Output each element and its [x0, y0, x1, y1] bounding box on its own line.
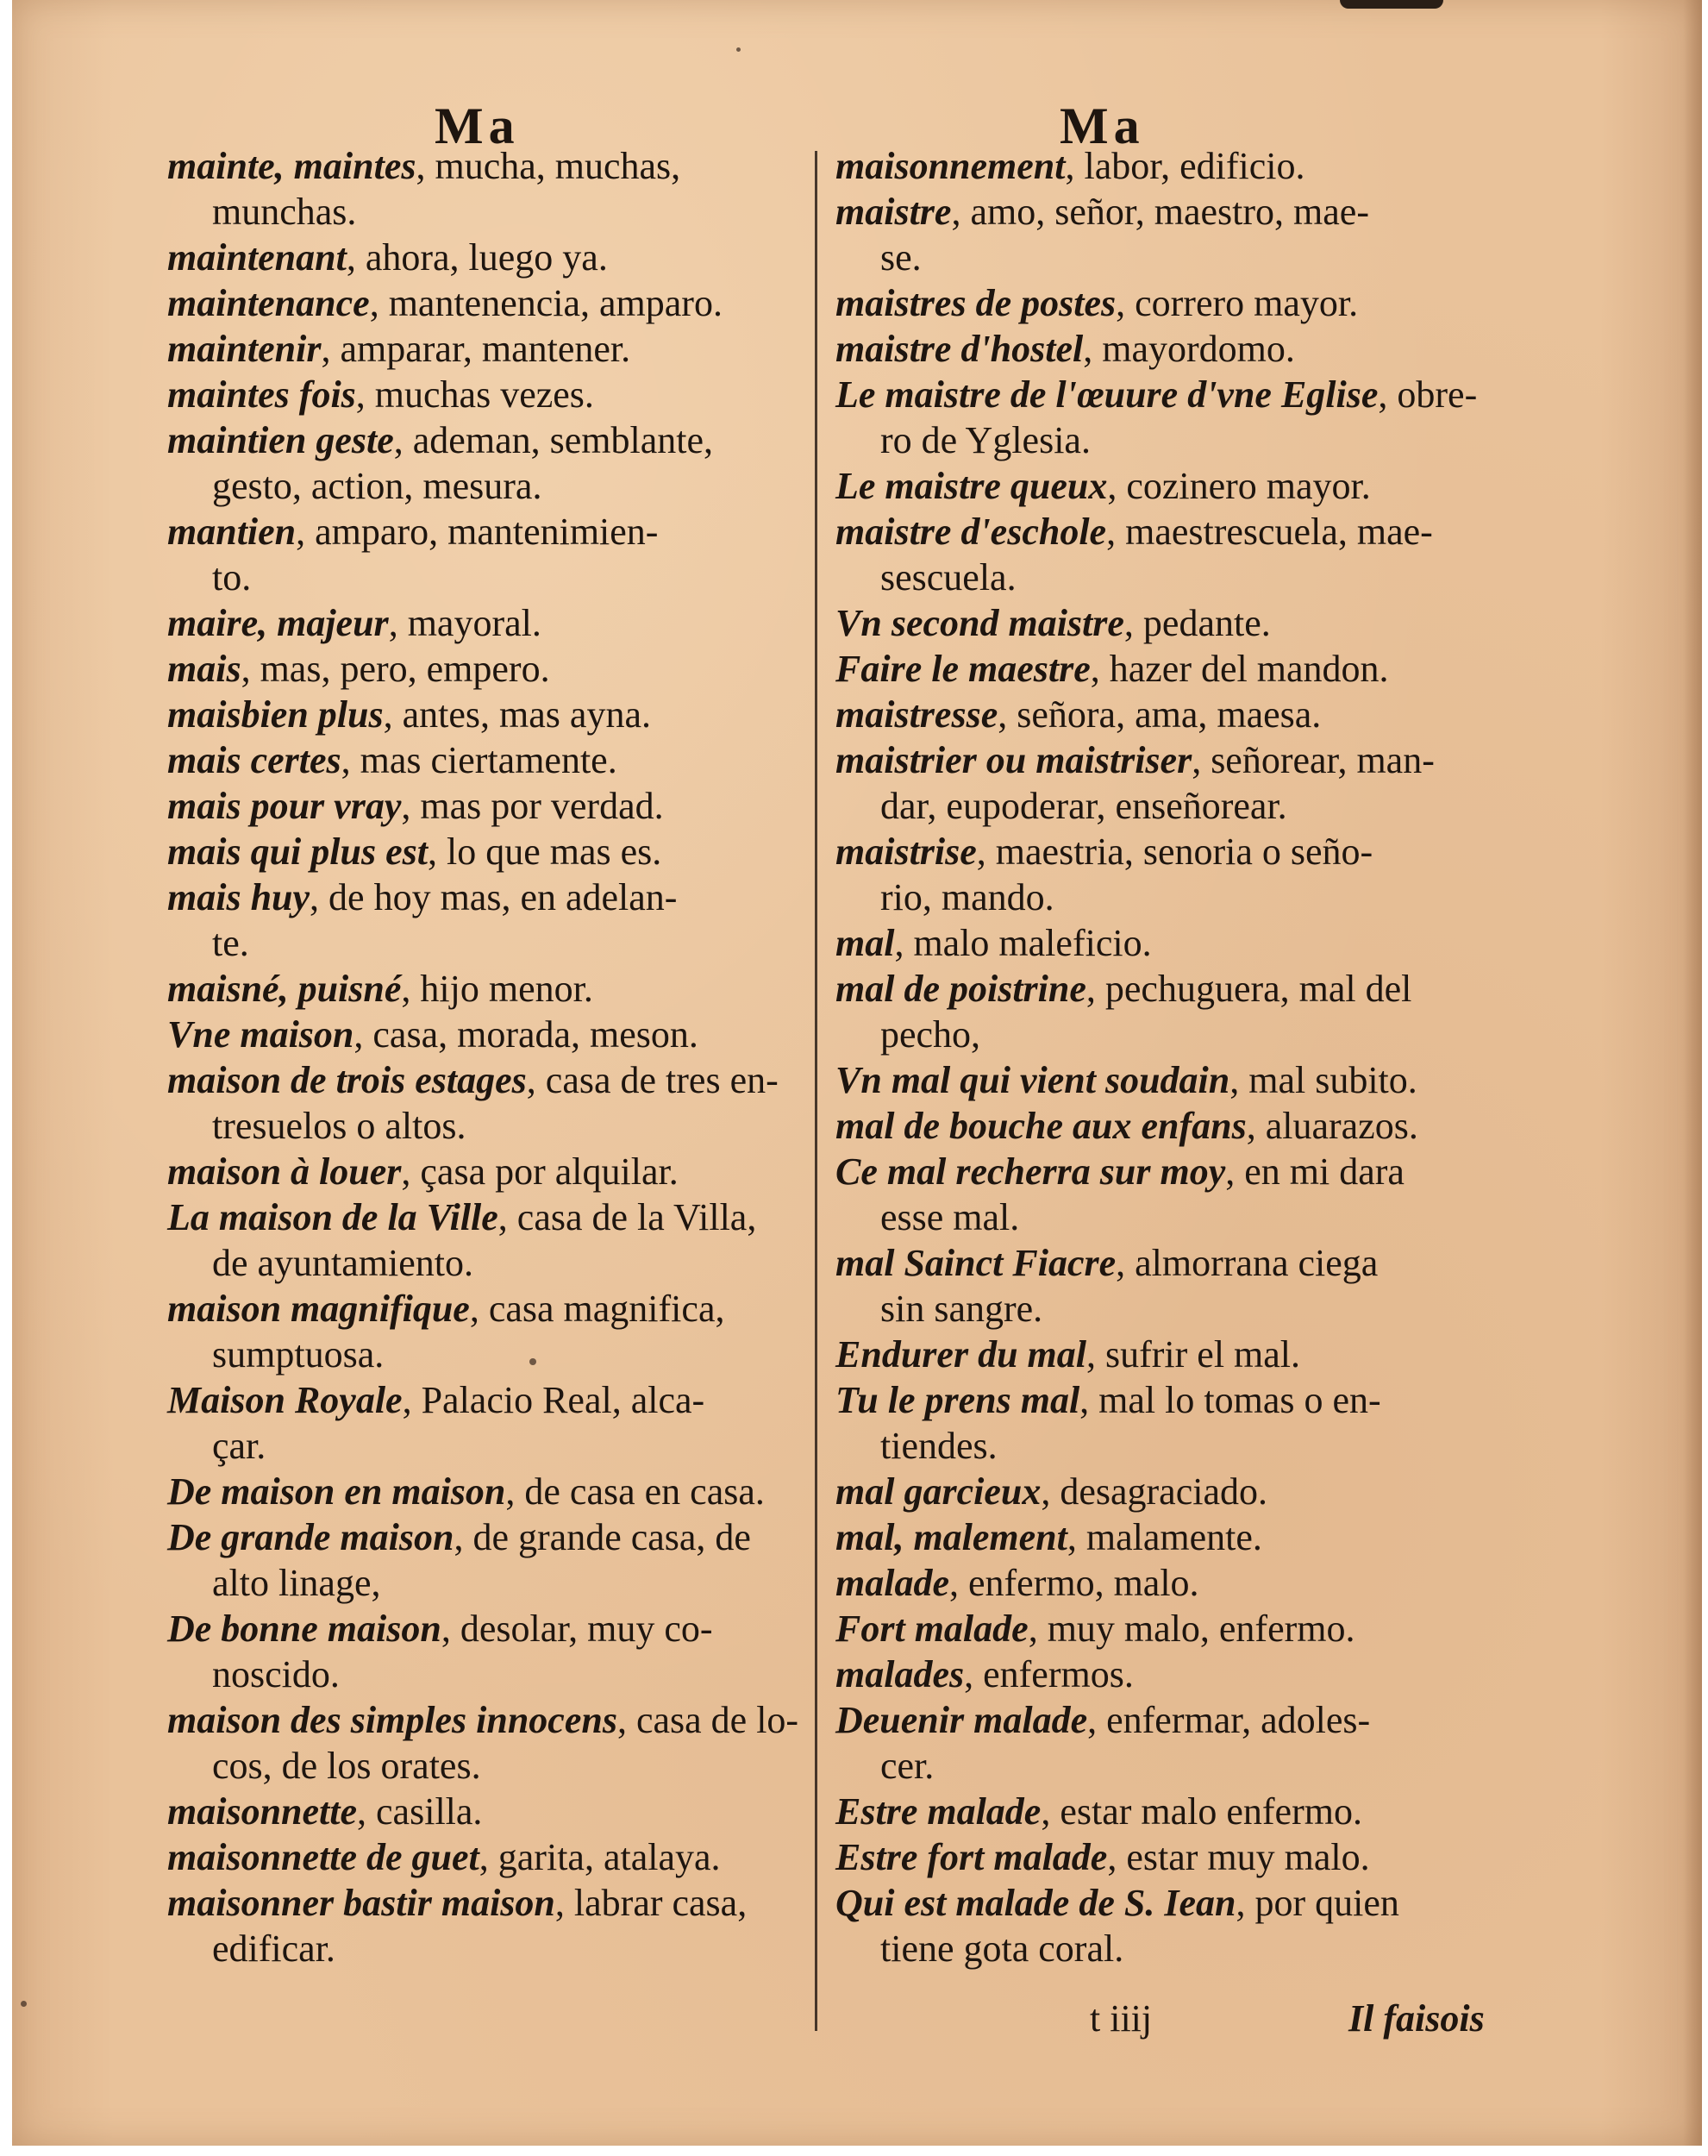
entry-definition: , Palacio Real, alca-: [402, 1379, 705, 1421]
entry-headword: maison magnifique: [167, 1288, 470, 1330]
entry-definition: , por quien: [1236, 1882, 1399, 1924]
entry-headword: mal Sainct Fiacre: [835, 1242, 1117, 1284]
dictionary-entry: [167, 1514, 805, 1606]
entry-continuation: tresuelos o altos.: [212, 1105, 466, 1147]
entry-headword: De grande maison: [167, 1516, 454, 1558]
entry-definition: , casa de lo-: [616, 1699, 799, 1741]
entry-definition: , mal lo tomas o en-: [1079, 1379, 1381, 1421]
entry-continuation: çar.: [212, 1425, 266, 1467]
dictionary-entry: [835, 1469, 1491, 1514]
dictionary-entry: [835, 1880, 1491, 1971]
dictionary-entry: [167, 1377, 805, 1469]
entry-headword: Maison Royale: [167, 1379, 403, 1421]
entry-headword: mais pour vray: [167, 785, 402, 827]
entry-headword: maistres de postes: [835, 282, 1117, 324]
entry-headword: mainte, maintes: [167, 145, 416, 187]
entry-headword: mais: [167, 648, 241, 690]
entry-headword: Vne maison: [167, 1013, 354, 1056]
page-edge-shadow: [1683, 0, 1702, 2146]
entry-headword: maistrier ou maistriser: [835, 739, 1192, 781]
entry-definition: , muchas vezes.: [355, 373, 594, 416]
entry-headword: De maison en maison: [167, 1470, 506, 1513]
entry-continuation: cos, de los orates.: [212, 1745, 481, 1787]
dictionary-entry: [167, 509, 805, 600]
dictionary-entry: [835, 1834, 1491, 1880]
entry-definition: , almorrana ciega: [1116, 1242, 1379, 1284]
entry-definition: , amparo, mantenimien-: [296, 511, 659, 553]
entry-definition: , señorear, man-: [1192, 739, 1435, 781]
entry-definition: , correro mayor.: [1116, 282, 1359, 324]
entry-definition: , señora, ama, maesa.: [998, 693, 1322, 736]
entry-headword: maison à louer: [167, 1150, 402, 1193]
dictionary-entry: [835, 920, 1491, 966]
dictionary-entry: [167, 1834, 805, 1880]
entry-definition: , de casa en casa.: [505, 1470, 765, 1513]
entry-definition: , mucha, muchas,: [416, 145, 681, 187]
entry-continuation: sin sangre.: [880, 1288, 1043, 1330]
entry-definition: , mas por verdad.: [401, 785, 664, 827]
entry-headword: Vn second maistre: [835, 602, 1124, 644]
entry-headword: mal de poistrine: [835, 968, 1086, 1010]
entry-headword: malade: [835, 1562, 949, 1604]
entry-definition: , mas, pero, empero.: [241, 648, 550, 690]
dictionary-entry: [167, 829, 805, 874]
entry-definition: , mayordomo.: [1083, 328, 1295, 370]
dictionary-entry: [167, 1789, 805, 1834]
entry-continuation: edificar.: [212, 1927, 335, 1970]
dictionary-page: [12, 0, 1702, 2146]
entry-headword: maistre: [835, 191, 952, 233]
ink-corner-mark: [1340, 0, 1443, 9]
entry-definition: , mal subito.: [1229, 1059, 1417, 1101]
dictionary-entry: [167, 326, 805, 372]
entry-definition: , enfermar, adoles-: [1087, 1699, 1371, 1741]
entry-definition: , en mi dara: [1225, 1150, 1405, 1193]
entry-headword: maintien geste: [167, 419, 394, 461]
entry-definition: , pechuguera, mal del: [1085, 968, 1412, 1010]
entry-headword: Tu le prens mal: [835, 1379, 1080, 1421]
entry-headword: maisonnette: [167, 1790, 358, 1833]
running-header-right: Ma: [1060, 97, 1145, 154]
dictionary-entry: [835, 1332, 1491, 1377]
entry-continuation: gesto, action, mesura.: [212, 465, 542, 507]
entry-headword: mal: [835, 922, 895, 964]
entry-headword: maisonner bastir maison: [167, 1882, 555, 1924]
dictionary-entry: [167, 966, 805, 1012]
entry-definition: , enfermos.: [964, 1653, 1134, 1695]
entry-headword: Faire le maestre: [835, 648, 1091, 690]
running-header-left: Ma: [435, 97, 520, 154]
entry-definition: , casa, morada, meson.: [353, 1013, 698, 1056]
dictionary-entry: [835, 280, 1491, 326]
entry-headword: Le maistre queux: [835, 465, 1108, 507]
entry-headword: La maison de la Ville: [167, 1196, 498, 1238]
entry-definition: , lo que mas es.: [427, 830, 662, 873]
dictionary-entry: [835, 1606, 1491, 1651]
ink-speck: [736, 47, 741, 52]
entry-headword: malades: [835, 1653, 965, 1695]
dictionary-entry: [167, 1606, 805, 1697]
dictionary-entry: [835, 463, 1491, 509]
entry-headword: maistre d'eschole: [835, 511, 1107, 553]
entry-continuation: ro de Yglesia.: [880, 419, 1091, 461]
entry-headword: maintenir: [167, 328, 322, 370]
entry-headword: maisonnement: [835, 145, 1066, 187]
entry-headword: Le maistre de l'œuure d'vne Eglise: [835, 373, 1379, 416]
entry-headword: Vn mal qui vient soudain: [835, 1059, 1230, 1101]
dictionary-entry: [167, 737, 805, 783]
entry-definition: , mayoral.: [388, 602, 541, 644]
entry-continuation: dar, eupoderar, enseñorear.: [880, 785, 1287, 827]
entry-headword: maintes fois: [167, 373, 356, 416]
entry-headword: maisonnette de guet: [167, 1836, 479, 1878]
dictionary-entry: [835, 1149, 1491, 1240]
dictionary-entry: [835, 326, 1491, 372]
dictionary-entry: [167, 646, 805, 692]
entry-headword: mais qui plus est: [167, 830, 428, 873]
entry-definition: , hijo menor.: [401, 968, 593, 1010]
entry-continuation: tiendes.: [880, 1425, 998, 1467]
dictionary-entry: [835, 1560, 1491, 1606]
entry-continuation: se.: [880, 236, 922, 279]
entry-definition: , de hoy mas, en adelan-: [310, 876, 678, 918]
ink-speck: [21, 2001, 27, 2007]
entry-definition: , çasa por alquilar.: [401, 1150, 679, 1193]
dictionary-entry: [167, 280, 805, 326]
entry-continuation: rio, mando.: [880, 876, 1054, 918]
entry-definition: , muy malo, enfermo.: [1028, 1608, 1355, 1650]
entry-definition: , maestrescuela, mae-: [1106, 511, 1433, 553]
entry-definition: , amo, señor, maestro, mae-: [951, 191, 1369, 233]
entry-headword: mal, malement: [835, 1516, 1067, 1558]
entry-headword: Ce mal recherra sur moy: [835, 1150, 1226, 1193]
entry-continuation: sumptuosa.: [212, 1333, 385, 1376]
entry-headword: maisné, puisné: [167, 968, 402, 1010]
entry-definition: , desolar, muy co-: [441, 1608, 713, 1650]
entry-continuation: tiene gota coral.: [880, 1927, 1124, 1970]
dictionary-entry: [167, 417, 805, 509]
dictionary-entry: [835, 509, 1491, 600]
entry-headword: De bonne maison: [167, 1608, 441, 1650]
entry-headword: mal de bouche aux enfans: [835, 1105, 1247, 1147]
entry-continuation: munchas.: [212, 191, 357, 233]
left-column: [167, 143, 805, 1971]
dictionary-entry: [167, 372, 805, 417]
entry-continuation: pecho,: [880, 1013, 981, 1056]
dictionary-entry: [167, 692, 805, 737]
entry-headword: mantien: [167, 511, 297, 553]
right-column: [835, 143, 1491, 1971]
entry-headword: Estre fort malade: [835, 1836, 1108, 1878]
dictionary-entry: [167, 1286, 805, 1377]
entry-definition: , sufrir el mal.: [1085, 1333, 1301, 1376]
dictionary-entry: [167, 1880, 805, 1971]
entry-headword: Deuenir malade: [835, 1699, 1088, 1741]
entry-continuation: alto linage,: [212, 1562, 381, 1604]
dictionary-entry: [835, 1697, 1491, 1789]
entry-headword: maintenant: [167, 236, 347, 279]
entry-definition: , garita, atalaya.: [479, 1836, 721, 1878]
entry-definition: , malo maleficio.: [894, 922, 1152, 964]
entry-definition: , ahora, luego ya.: [346, 236, 608, 279]
entry-definition: , amparar, mantener.: [321, 328, 631, 370]
dictionary-entry: [167, 874, 805, 966]
dictionary-entry: [835, 143, 1491, 189]
entry-headword: Fort malade: [835, 1608, 1029, 1650]
column-divider: [815, 151, 817, 2031]
dictionary-entry: [167, 143, 805, 235]
dictionary-entry: [835, 829, 1491, 920]
entry-definition: , antes, mas ayna.: [383, 693, 651, 736]
entry-headword: maistre d'hostel: [835, 328, 1084, 370]
entry-definition: , labor, edificio.: [1065, 145, 1305, 187]
entry-continuation: noscido.: [212, 1653, 340, 1695]
ink-speck: [529, 1358, 536, 1365]
dictionary-entry: [167, 1697, 805, 1789]
dictionary-entry: [167, 783, 805, 829]
entry-definition: , mantenencia, amparo.: [369, 282, 723, 324]
entry-headword: Estre malade: [835, 1790, 1042, 1833]
dictionary-entry: [835, 1514, 1491, 1560]
dictionary-entry: [167, 1149, 805, 1194]
entry-headword: maison de trois estages: [167, 1059, 527, 1101]
entry-definition: , estar malo enfermo.: [1041, 1790, 1362, 1833]
dictionary-entry: [835, 692, 1491, 737]
entry-continuation: sescuela.: [880, 556, 1017, 599]
entry-definition: , pedante.: [1123, 602, 1271, 644]
dictionary-entry: [167, 235, 805, 280]
entry-continuation: te.: [212, 922, 249, 964]
entry-definition: , mas ciertamente.: [341, 739, 617, 781]
entry-definition: , casa magnifica,: [469, 1288, 725, 1330]
entry-definition: , casa de la Villa,: [497, 1196, 757, 1238]
dictionary-entry: [167, 1057, 805, 1149]
dictionary-entry: [835, 189, 1491, 280]
entry-definition: , malamente.: [1067, 1516, 1262, 1558]
dictionary-entry: [167, 600, 805, 646]
entry-definition: , casa de tres en-: [526, 1059, 779, 1101]
dictionary-entry: [835, 1057, 1491, 1103]
entry-headword: mais huy: [167, 876, 310, 918]
entry-headword: maistrise: [835, 830, 977, 873]
entry-definition: , de grande casa, de: [454, 1516, 751, 1558]
entry-definition: , cozinero mayor.: [1107, 465, 1371, 507]
entry-continuation: esse mal.: [880, 1196, 1020, 1238]
dictionary-entry: [167, 1194, 805, 1286]
dictionary-entry: [835, 372, 1491, 463]
dictionary-entry: [835, 1240, 1491, 1332]
entry-headword: maisbien plus: [167, 693, 384, 736]
entry-headword: maison des simples innocens: [167, 1699, 617, 1741]
entry-headword: Endurer du mal: [835, 1333, 1086, 1376]
dictionary-entry: [835, 1103, 1491, 1149]
entry-continuation: to.: [212, 556, 252, 599]
dictionary-entry: [835, 966, 1491, 1057]
entry-definition: , desagraciado.: [1041, 1470, 1267, 1513]
entry-definition: , estar muy malo.: [1107, 1836, 1370, 1878]
entry-headword: mal garcieux: [835, 1470, 1042, 1513]
dictionary-entry: [835, 737, 1491, 829]
entry-headword: maistresse: [835, 693, 998, 736]
entry-continuation: cer.: [880, 1745, 935, 1787]
dictionary-entry: [835, 1651, 1491, 1697]
catchword: Il faisois: [1348, 1997, 1485, 2040]
signature-mark: t iiij: [1090, 1997, 1153, 2040]
dictionary-entry: [167, 1469, 805, 1514]
entry-definition: , enfermo, malo.: [948, 1562, 1199, 1604]
entry-headword: maire, majeur: [167, 602, 389, 644]
dictionary-entry: [835, 600, 1491, 646]
entry-definition: , casilla.: [357, 1790, 483, 1833]
entry-definition: , maestria, senoria o seño-: [976, 830, 1373, 873]
dictionary-entry: [835, 1377, 1491, 1469]
entry-definition: , hazer del mandon.: [1090, 648, 1389, 690]
entry-continuation: de ayuntamiento.: [212, 1242, 474, 1284]
dictionary-entry: [835, 1789, 1491, 1834]
entry-headword: maintenance: [167, 282, 370, 324]
entry-headword: Qui est malade de S. Iean: [835, 1882, 1236, 1924]
entry-definition: , labrar casa,: [554, 1882, 748, 1924]
dictionary-entry: [167, 1012, 805, 1057]
entry-headword: mais certes: [167, 739, 341, 781]
entry-definition: , ademan, semblante,: [393, 419, 713, 461]
entry-definition: , aluarazos.: [1246, 1105, 1418, 1147]
dictionary-entry: [835, 646, 1491, 692]
entry-definition: , obre-: [1378, 373, 1478, 416]
